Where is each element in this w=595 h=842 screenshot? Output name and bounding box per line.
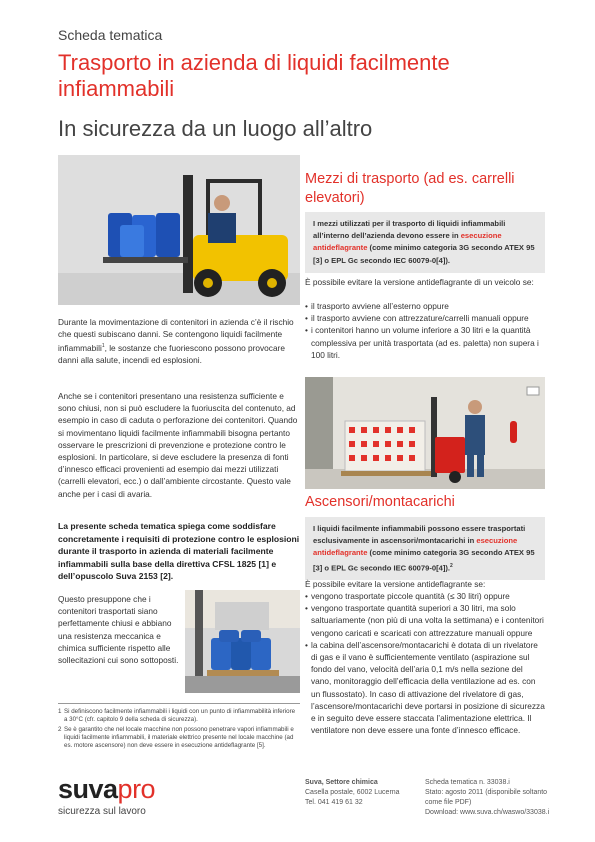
logo-tagline: sicurezza sul lavoro <box>58 806 146 817</box>
contact-block: Suva, Settore chimica Casella postale, 6002 Lucerna Tel. 041 419 61 32 <box>305 779 400 806</box>
list-item: • vengono trasportate piccole quantità (≤ 30 litri) oppure <box>305 590 545 602</box>
list-item: • vengono trasportate quantità superiori a 30 litri, ma solo saltuariamente (non più di una volta la settimana) e i contenitori vengono caricati e scaricati con attrezzature manuali oppure <box>305 602 545 639</box>
list-item: • la cabina dell’ascensore/montacarichi è dotata di un rivelatore di gas e il vano è sufficientemente ventilato (aspirazione sul fondo del vano, velocità dell’aria 0,1 m/s nella sezione del vano, monitoraggio dell’efficacia della ventilazione ad es. con un flussostato). In caso di attivazione del rivelatore di gas, l’ascensore/montacarichi deve portarsi in posizione di sicurezza e in seguito deve essere staccata l’alimentazione elettrica. Il ventilatore non deve essere una fonte d’innesco efficace. <box>305 639 545 737</box>
exception-intro-transport: È possibile evitare la versione antideflagrante di un veicolo se: <box>305 277 534 287</box>
suvapro-logo: suvapro <box>58 774 156 804</box>
list-item: • il trasporto avviene con attrezzature/carrelli manuali oppure <box>305 312 545 324</box>
section-heading-elevators: Ascensori/montacarichi <box>305 494 455 510</box>
intro-paragraph: Durante la movimentazione di contenitori in azienda c’è il rischio che questi subiscano danni. Se contengono liquidi facilmente infiammabili$^1$, le sostanze che fuoriescono possono provocare danni alla salute, incendi ed esplosioni. <box>58 317 294 366</box>
exception-intro-elevators: È possibile evitare la versione antideflagrante se: <box>305 579 486 589</box>
footnote-divider <box>58 703 300 704</box>
exception-list-elevators <box>305 590 545 736</box>
requirement-box-elevators: I liquidi facilmente infiammabili possono essere trasportati esclusivamente in ascensori/montacarichi in esecuzione antideflagrante (come minimo categoria 3G secondo ATEX 95 [3] o EPL Gc secondo IEC 60079-0[4]).$^2$ <box>305 517 545 580</box>
warehouse-photo <box>305 377 545 489</box>
page-title: Trasporto in azienda di liquidi facilmente infiammabili <box>58 50 450 101</box>
page-subtitle: In sicurezza da un luogo all’altro <box>58 116 373 141</box>
summary-paragraph: La presente scheda tematica spiega come soddisfare concretamente i requisiti di protezione contro le esplosioni durante il trasporto in azienda di materiali facilmente infiammabili sulla base della direttiva CFSL 1825 [1] e dell’opuscolo Suva 2153 [2]. <box>58 521 300 582</box>
footnote-1: 1 Si definiscono facilmente infiammabili i liquidi con un punto di infiammabilità inferiore a 30°C (cfr. capitolo 9 della scheda di sicurezza). <box>58 708 296 723</box>
document-kicker: Scheda tematica <box>58 27 163 43</box>
section-heading-transport: Mezzi di trasporto (ad es. carrelli elevatori) <box>305 171 515 206</box>
risk-paragraph: Anche se i contenitori presentano una resistenza sufficiente e sono chiusi, non si può escludere la fuoriuscita del contenuto, ad esempio in caso di caduta o perforazione dei contenitori. Quando si movimentano liquidi facilmente infiammabili bisogna pertanto osservare le prescrizioni di prevenzione e protezione contro le esplosioni. In particolare, si deve escludere la presenza di fonti d’innesco efficaci provenienti ad esempio dai mezzi utilizzati (carrelli elevatori, ecc.) o dall’ambiente circostante. Questo vale anche per i casi di avaria. <box>58 391 298 499</box>
drums-pallet-photo <box>185 590 300 693</box>
document-info-block: Scheda tematica n. 33038.i Stato: agosto 2011 (disponibile soltanto come file PDF) Download: www.suva.ch/waswo/33038.i <box>425 779 550 816</box>
requirement-box-transport: I mezzi utilizzati per il trasporto di liquidi infiammabili all’interno dell’azienda devono essere in esecuzione antideflagrante (come minimo categoria 3G secondo ATEX 95 [3] o EPL Gc secondo IEC 60079-0[4]). <box>305 212 545 273</box>
list-item: • i contenitori hanno un volume inferiore a 30 litri e la quantità complessiva per unità trasportata (ad es. paletta) non supera i 100 litri. <box>305 324 545 361</box>
list-item: • il trasporto avviene all’esterno oppure <box>305 300 545 312</box>
exception-list-transport <box>305 300 545 361</box>
assumption-paragraph: Questo presuppone che i contenitori trasportati siano perfettamente chiusi e abbiano una resistenza meccanica e chimica sufficiente rispetto alle sollecitazioni cui sono sottoposti. <box>58 594 179 666</box>
footnote-2: 2 Se è garantito che nel locale macchine non possono penetrare vapori infiammabili e liquidi facilmente infiammabili, il materiale elettrico presente nel locale macchine (ad es. motore ascensore) non deve essere in esecuzione antideflagrante [5]. <box>58 726 294 749</box>
forklift-photo <box>58 155 300 305</box>
